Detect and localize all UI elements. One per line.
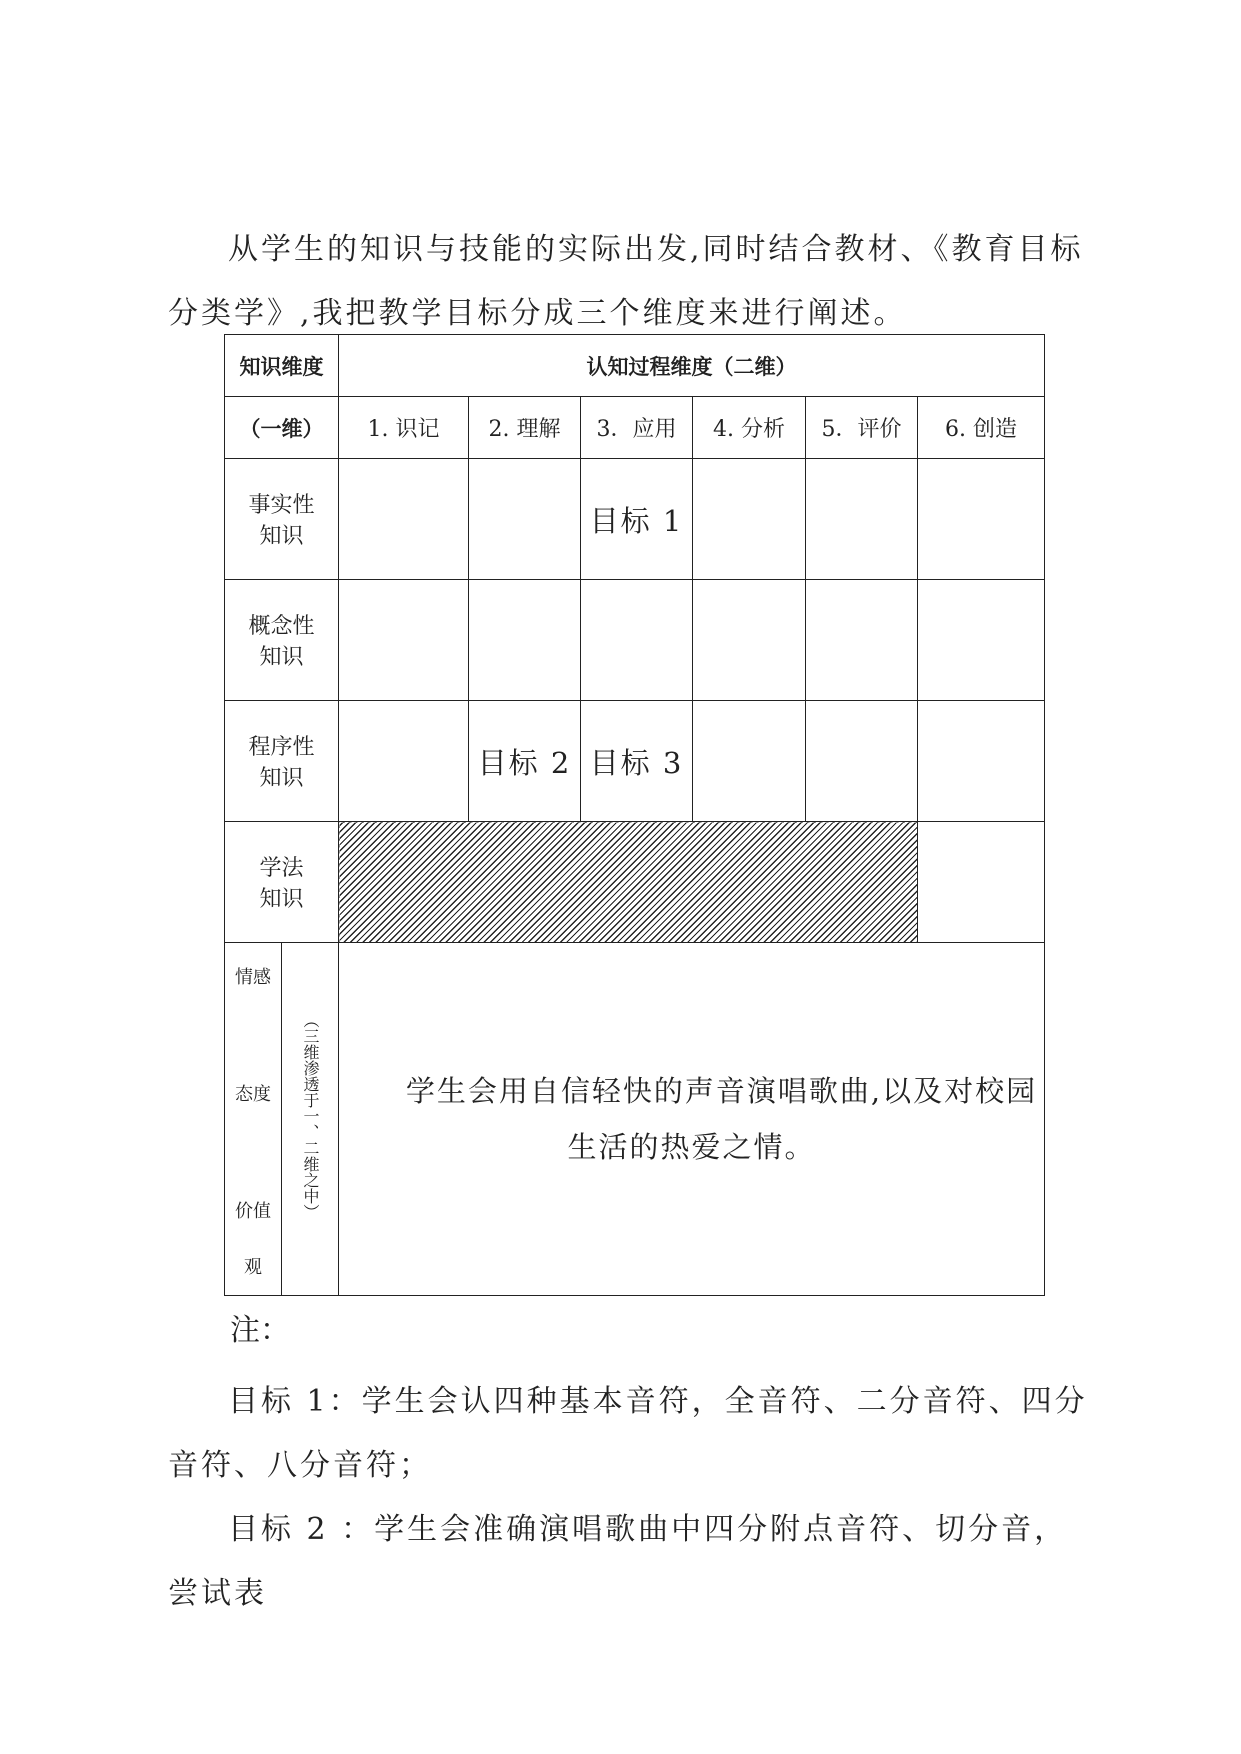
intro-line-1: 从学生的知识与技能的实际出发,同时结合教材、《教育目标 — [228, 232, 1084, 267]
table-cell — [918, 701, 1045, 822]
affect-text-cell — [339, 943, 1045, 1296]
column-header: 2. 理解 — [469, 397, 581, 459]
table-row — [225, 822, 1045, 943]
table-cell — [918, 822, 1045, 943]
column-header: 6. 创造 — [918, 397, 1045, 459]
row-label-line1: 事实性 — [248, 493, 315, 518]
row-label-line2: 知识 — [259, 887, 304, 912]
table-cell — [339, 459, 469, 580]
row-label — [225, 822, 339, 943]
table-cell — [693, 580, 806, 701]
column-header: 3．应用 — [581, 397, 693, 459]
table-cell — [339, 580, 469, 701]
notes-title: 注： — [230, 1313, 290, 1348]
table-row — [225, 580, 1045, 701]
table-cell — [918, 459, 1045, 580]
affect-label: 情感 — [235, 967, 271, 988]
vertical-note-cell — [282, 943, 339, 1296]
affect-labels — [225, 943, 282, 1296]
intro-paragraph — [168, 218, 1100, 346]
corner-header-line1: 知识维度 — [225, 335, 339, 397]
corner-header-line2: （一维） — [225, 397, 339, 459]
table-cell — [581, 580, 693, 701]
row-label-line1: 学法 — [259, 856, 304, 881]
cognitive-dimension-header: 认知过程维度（二维） — [339, 335, 1045, 397]
table-cell — [693, 701, 806, 822]
table-cell: 目标 3 — [581, 701, 693, 822]
table-cell — [339, 701, 469, 822]
table-cell — [806, 701, 918, 822]
note-goal-1-text: 目标 1：学生会认四种基本音符，全音符、二分音符、四分音符、八分音符； — [168, 1384, 1088, 1483]
note-goal-1 — [168, 1370, 1100, 1498]
row-label — [225, 701, 339, 822]
row-label — [225, 580, 339, 701]
table-cell — [693, 459, 806, 580]
affect-label: 价值 — [235, 1201, 271, 1222]
row-label-line2: 知识 — [259, 524, 304, 549]
table-row — [225, 701, 1045, 822]
table-cell — [469, 580, 581, 701]
vertical-note: （三维渗透于一、二维之中） — [301, 1012, 320, 1220]
column-header: 1. 识记 — [339, 397, 469, 459]
column-header: 4. 分析 — [693, 397, 806, 459]
intro-line-2: 分类学》,我把教学目标分成三个维度来进行阐述。 — [168, 296, 907, 331]
objectives-table — [224, 334, 1045, 1296]
row-label-line1: 程序性 — [248, 735, 315, 760]
note-goal-2 — [168, 1498, 1100, 1626]
row-label-line2: 知识 — [259, 645, 304, 670]
affect-row — [225, 943, 1045, 1296]
table-row — [225, 459, 1045, 580]
table-cell — [918, 580, 1045, 701]
table-cell — [806, 580, 918, 701]
affect-label: 观 — [244, 1257, 262, 1278]
table-cell: 目标 1 — [581, 459, 693, 580]
table-cell — [806, 459, 918, 580]
row-label-line1: 概念性 — [248, 614, 315, 639]
column-header: 5．评价 — [806, 397, 918, 459]
table-cell — [469, 459, 581, 580]
table-cell: 目标 2 — [469, 701, 581, 822]
hatched-area — [339, 822, 918, 943]
note-goal-2-text: 目标 2 ：学生会准确演唱歌曲中四分附点音符、切分音，尝试表 — [168, 1512, 1068, 1611]
affect-text: 学生会用自信轻快的声音演唱歌曲,以及对校园生活的热爱之情。 — [405, 1074, 1038, 1164]
affect-label: 态度 — [235, 1084, 271, 1105]
row-label-line2: 知识 — [259, 766, 304, 791]
row-label — [225, 459, 339, 580]
